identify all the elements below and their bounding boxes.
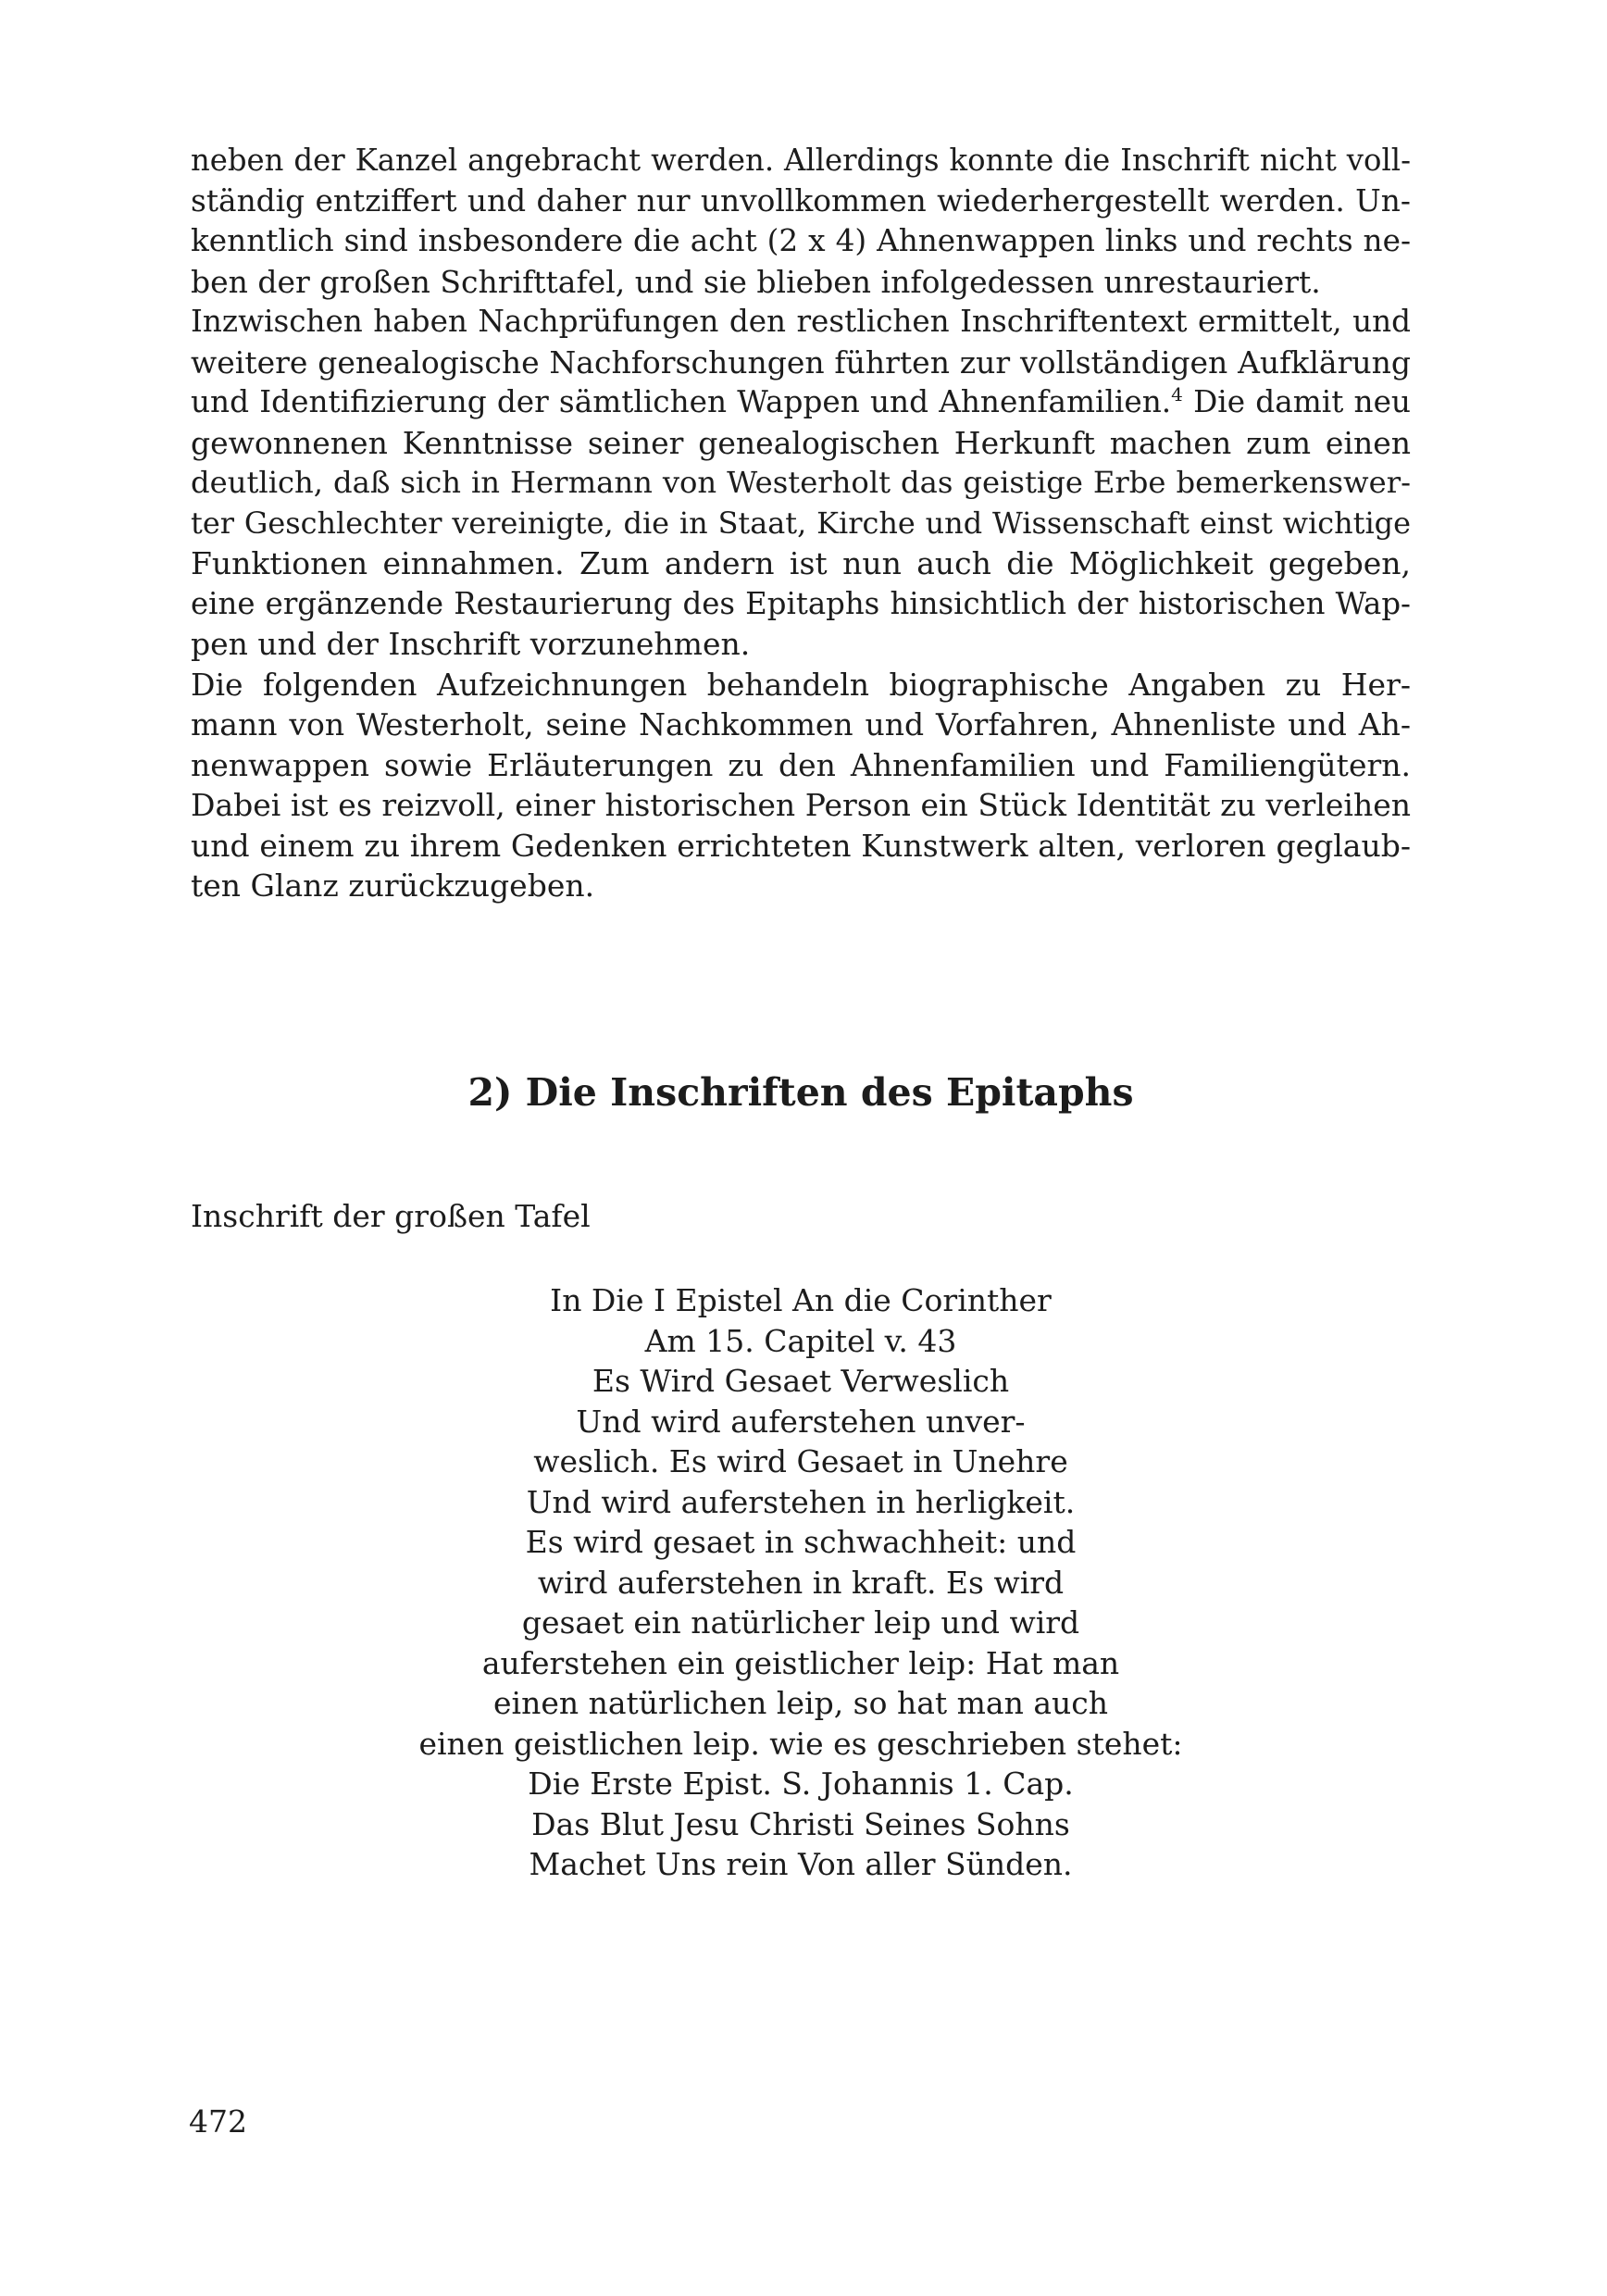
inscription-line: Die Erste Epist. S. Johannis 1. Cap. — [528, 1766, 1074, 1802]
inscription-line: Am 15. Capitel v. 43 — [644, 1322, 957, 1359]
inscription-block — [191, 1280, 1411, 1885]
paragraph-1-line: weitere genealogische Nachforschungen führten zur vollständigen Aufklärung — [191, 343, 1411, 381]
inscription-line: auferstehen ein geistlicher leip: Hat man — [481, 1644, 1120, 1681]
section-heading: 2) Die Inschriften des Epitaphs — [467, 1070, 1134, 1115]
paragraph-1-line: deutlich, daß sich in Hermann von Westerholt das geistige Erbe bemerkenswer- — [191, 465, 1411, 500]
paragraph-1-line: eine ergänzende Restaurierung des Epitaphs hinsichtlich der historischen Wap- — [191, 585, 1411, 621]
paragraph-2-line: nenwappen sowie Erläuterungen zu den Ahnenfamilien und Familiengütern. — [191, 746, 1411, 783]
inscription-line: Es Wird Gesaet Verweslich — [592, 1363, 1010, 1399]
body-text — [191, 141, 1411, 906]
inscription-line: Und wird auferstehen in herligkeit. — [526, 1483, 1076, 1520]
paragraph-2-line: ten Glanz zurückzugeben. — [191, 867, 595, 904]
inscription-line: einen natürlichen leip, so hat man auch — [492, 1685, 1109, 1721]
paragraph-1-line: Inzwischen haben Nachprüfungen den restlichen Inschriftentext ermittelt, und — [191, 304, 1411, 339]
inscription-line: weslich. Es wird Gesaet in Unehre — [533, 1443, 1068, 1479]
paragraph-2-line: Dabei ist es reizvoll, einer historischen Person ein Stück Identität zu verleihen — [191, 787, 1411, 823]
inscription-line: Es wird gesaet in schwachheit: und — [525, 1524, 1077, 1560]
line-text-continued: Die damit neu — [1182, 384, 1411, 419]
inscription-line: gesaet ein natürlicher leip und wird — [521, 1604, 1080, 1641]
paragraph-1-line: pen und der Inschrift vorzunehmen. — [191, 626, 751, 662]
footnote-reference[interactable]: 4 — [1171, 383, 1183, 406]
paragraph-1-line: kenntlich sind insbesondere die acht (2 x 4) Ahnenwappen links und rechts ne- — [191, 223, 1411, 258]
page-number: 472 — [189, 2103, 247, 2140]
subheading: Inschrift der großen Tafel — [191, 1198, 591, 1234]
inscription-line: einen geistlichen leip. wie es geschrieben stehet: — [418, 1725, 1183, 1762]
paragraph-1-line: ter Geschlechter vereinigte, die in Staat, Kirche und Wissenschaft einst wichtige — [191, 505, 1411, 541]
paragraph-1-line: ben der großen Schrifttafel, und sie blieben infolgedessen unrestauriert. — [191, 263, 1321, 300]
paragraph-1-line: Funktionen einnahmen. Zum andern ist nun auch die Möglichkeit gegeben, — [191, 545, 1411, 581]
paragraph-1-line: neben der Kanzel angebracht werden. Allerdings konnte die Inschrift nicht voll- — [191, 143, 1411, 178]
paragraph-1-line: ständig entziffert und daher nur unvollkommen wiederhergestellt werden. Un- — [191, 182, 1411, 218]
paragraph-2-line: mann von Westerholt, seine Nachkommen und Vorfahren, Ahnenliste und Ah- — [191, 706, 1411, 742]
inscription-line: Machet Uns rein Von aller Sünden. — [529, 1846, 1073, 1882]
inscription-line: Und wird auferstehen unver- — [576, 1403, 1026, 1440]
inscription-line: Das Blut Jesu Christi Seines Sohns — [531, 1805, 1070, 1842]
paragraph-2-line: und einem zu ihrem Gedenken errichteten Kunstwerk alten, verloren geglaub- — [191, 827, 1411, 864]
paragraph-1-line-with-footnote — [191, 382, 1411, 423]
inscription-line: wird auferstehen in kraft. Es wird — [537, 1564, 1065, 1601]
line-text: und Identifizierung der sämtlichen Wappen und Ahnenfamilien. — [191, 384, 1172, 419]
inscription-line: In Die I Epistel An die Corinther — [550, 1282, 1052, 1318]
paragraph-1-line: gewonnenen Kenntnisse seiner genealogischen Herkunft machen zum einen — [191, 424, 1411, 461]
paragraph-2-line: Die folgenden Aufzeichnungen behandeln biographische Angaben zu Her- — [191, 666, 1411, 703]
